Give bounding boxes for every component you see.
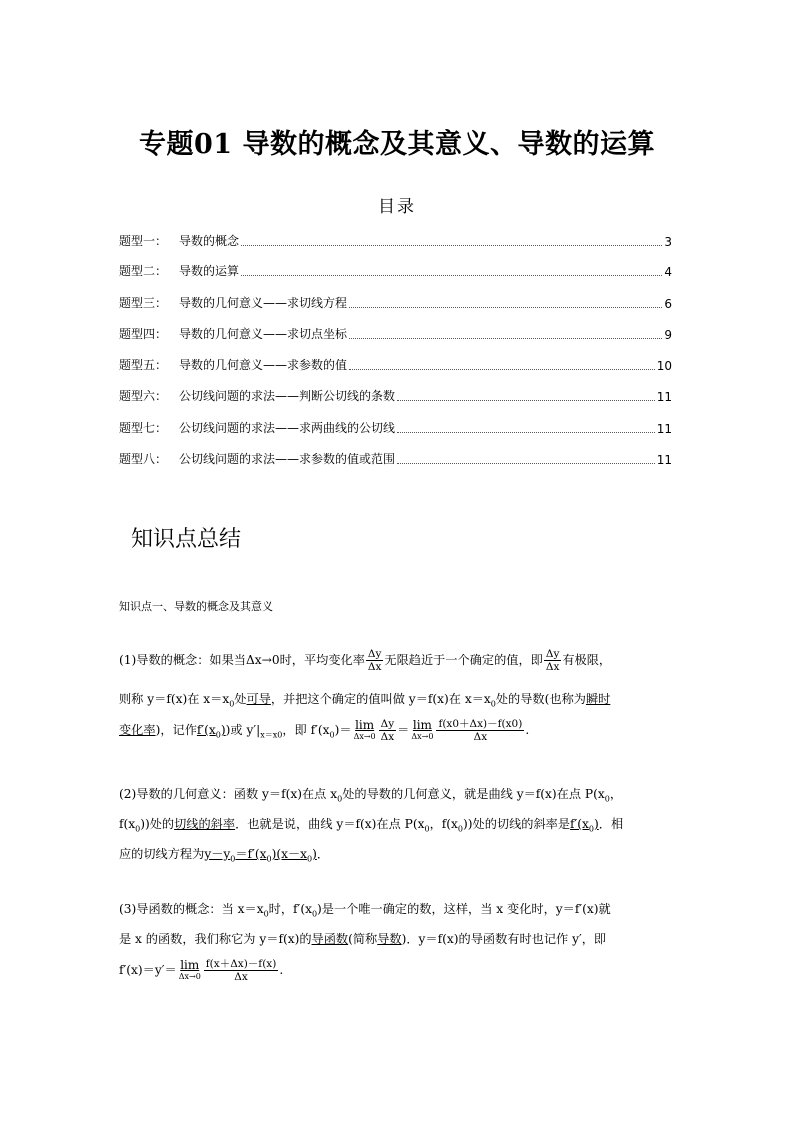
text: ． — [316, 847, 330, 861]
text: ＝f′(x — [235, 847, 267, 861]
toc-item[interactable] — [119, 451, 672, 467]
toc-leader — [241, 244, 662, 246]
toc-item[interactable] — [119, 263, 672, 279]
toc-leader — [397, 431, 655, 433]
toc-item-label: 题型三： — [119, 296, 168, 310]
toc-item-title: 导数的几何意义——求切线方程 — [179, 296, 348, 310]
text: 处的导数的几何意义，就是曲线 y＝f(x)在点 P(x — [342, 787, 605, 801]
text: )是一个唯一确定的数，这样，当 x 变化时，y＝f′(x)就 — [317, 902, 611, 916]
term-instantaneous: 瞬时 — [585, 692, 611, 706]
toc-item-label: 题型四： — [119, 327, 168, 341]
p2-line2 — [119, 815, 623, 833]
text: (3)导函数的概念：当 x＝x — [119, 902, 264, 916]
frac-num: Δy — [545, 648, 560, 660]
frac-num: f(x＋Δx)－f(x) — [205, 958, 277, 970]
text: 有极限， — [562, 653, 612, 667]
text: ) — [312, 847, 317, 861]
lim-sub: Δx→0 — [178, 971, 201, 981]
text: )＝ — [334, 723, 352, 737]
subscript: 0 — [229, 699, 235, 709]
lim-sub: Δx→0 — [411, 731, 434, 741]
toc-item-title: 公切线问题的求法——判断公切线的条数 — [179, 389, 396, 403]
term-differentiable: 可导 — [246, 692, 271, 706]
text: )或 y′| — [225, 723, 261, 737]
subscript: 0 — [490, 699, 496, 709]
text: (2)导数的几何意义：函数 y＝f(x)在点 x — [119, 787, 338, 801]
limit-operator — [178, 957, 201, 982]
lim-word: lim — [180, 957, 200, 972]
subscript: 0 — [424, 824, 430, 834]
frac-den: Δx — [380, 731, 395, 743]
toc-item-title: 导数的几何意义——求切点坐标 — [179, 327, 348, 341]
lim-word: lim — [412, 717, 432, 732]
toc-item-page: 10 — [656, 359, 672, 373]
term-rate: 变化率 — [119, 723, 156, 737]
lim-sub: Δx→0 — [353, 731, 376, 741]
fraction-dy-dx — [544, 648, 562, 673]
subscript: 0 — [135, 824, 141, 834]
text: 时，f′(x — [268, 902, 312, 916]
p1-line2 — [119, 690, 610, 708]
text: )(x－x — [271, 847, 308, 861]
text: y－y — [204, 847, 231, 861]
toc-item[interactable] — [119, 233, 672, 249]
text: (简称 — [348, 932, 378, 946]
toc-item-label: 题型七： — [119, 421, 168, 435]
p3-line3 — [119, 958, 283, 983]
toc-leader — [349, 306, 662, 308]
text: ＝ — [397, 723, 410, 737]
subscript: 0 — [230, 854, 236, 864]
toc-heading: 目录 — [378, 197, 416, 217]
text: 处的导数(也称为 — [495, 692, 586, 706]
text: ))处的切线的斜率是 — [463, 817, 571, 831]
fraction-derivative-function — [204, 958, 279, 983]
tangent-line-equation — [204, 847, 317, 864]
toc-item-page: 6 — [664, 297, 672, 311]
page-title: 专题01 导数的概念及其意义、导数的运算 — [139, 129, 655, 160]
toc-item-page: 11 — [656, 422, 672, 436]
p1-line1 — [119, 648, 611, 673]
toc-item-page: 11 — [656, 453, 672, 467]
subscript — [260, 730, 282, 739]
subscript: 0 — [604, 794, 610, 804]
toc-leader — [349, 337, 662, 339]
section-heading: 知识点总结 — [131, 527, 242, 552]
toc-item-label: 题型五： — [119, 358, 168, 372]
term-derivative-function: 导函数 — [311, 932, 349, 946]
text: ， — [609, 787, 623, 801]
fraction-dy-dx — [366, 648, 384, 673]
subscript: 0 — [266, 854, 272, 864]
knowledge-point-title: 知识点一、导数的概念及其意义 — [119, 600, 273, 613]
toc-item-label: 题型八： — [119, 452, 168, 466]
subscript: 0 — [215, 730, 221, 740]
text: 无限趋近于一个确定的值，即 — [384, 653, 543, 667]
frac-den: Δx — [473, 731, 488, 743]
toc-item[interactable] — [119, 420, 672, 436]
text: ．相 — [598, 817, 624, 831]
limit-operator — [411, 717, 434, 742]
fraction-difference-quotient — [436, 718, 524, 743]
text: x＝x — [260, 730, 278, 740]
text: f(x — [119, 817, 136, 831]
toc-item[interactable] — [119, 388, 672, 404]
toc-leader — [349, 368, 655, 370]
toc-item-page: 4 — [664, 265, 672, 279]
toc-item-label: 题型二： — [119, 264, 168, 278]
toc-item-page: 9 — [664, 328, 672, 342]
p3-line1 — [119, 900, 611, 918]
text: 则称 y＝f(x)在 x＝x — [119, 692, 230, 706]
text: )，记作 — [155, 723, 197, 737]
text: 应的切线方程为 — [119, 847, 205, 861]
notation-fprime — [570, 817, 599, 834]
frac-den: Δx — [234, 971, 248, 983]
toc-item-label: 题型一： — [119, 234, 168, 248]
toc-item-title: 公切线问题的求法——求两曲线的公切线 — [179, 421, 396, 435]
toc-item-label: 题型六： — [119, 389, 168, 403]
frac-num: Δy — [380, 718, 395, 730]
text: ，即 f′(x — [282, 723, 330, 737]
p1-line3: 变化率)，记作$f'(x_0)$)或 $y'|_{x=x0}$，即 $f'(x_0)=$ lim Δx→0 $\frac{\Delta y}{\Delta x}$ ＝ lim Δx→0 $\frac{f(x0+\Delta x)-f(x0)}{\Delta x}$ . — [119, 717, 530, 743]
text: ) — [594, 817, 599, 831]
toc-item[interactable] — [119, 326, 672, 342]
frac-den: Δx — [367, 661, 382, 673]
p2-line3 — [119, 845, 329, 863]
subscript: 0 — [307, 854, 313, 864]
subscript: 0 — [337, 794, 343, 804]
notation-fprime: $f'(x_0)$ — [196, 723, 226, 740]
text: (1)导数的概念：如果当Δx→0时，平均变化率 — [119, 653, 365, 667]
p3-line2 — [119, 930, 606, 947]
text: 是 x 的函数，我们称它为 y＝f(x)的 — [119, 932, 312, 946]
fraction-dy-dx — [379, 718, 397, 743]
text: ，并把这个确定的值叫做 y＝f(x)在 x＝x — [270, 692, 491, 706]
toc-leader — [397, 462, 655, 464]
toc-item-title: 导数的运算 — [179, 264, 240, 278]
text: ，f(x — [429, 817, 458, 831]
limit-operator — [353, 717, 376, 742]
subscript: 0 — [329, 730, 335, 740]
text: 0 — [277, 730, 283, 740]
frac-den: Δx — [545, 661, 560, 673]
lim-word: lim — [355, 717, 375, 732]
text: ．也就是说，曲线 y＝f(x)在点 P(x — [235, 817, 425, 831]
subscript: 0 — [457, 824, 463, 834]
toc-leader — [397, 399, 655, 401]
text: ))处的 — [140, 817, 175, 831]
text: f′(x)＝y′＝ — [119, 963, 177, 977]
text: f′(x — [570, 817, 589, 831]
subscript: 0 — [588, 824, 595, 834]
subscript: 0 — [263, 909, 269, 919]
toc-item[interactable] — [119, 357, 672, 373]
toc-item-title: 公切线问题的求法——求参数的值或范围 — [179, 452, 396, 466]
text: . — [279, 963, 284, 977]
text: )．y＝f(x)的导函数有时也记作 y′，即 — [401, 932, 607, 946]
text: f′(x — [196, 723, 216, 737]
text: 处 — [234, 692, 247, 706]
frac-num: f(x0＋Δx)－f(x0) — [438, 718, 523, 730]
toc-item-page: 3 — [664, 235, 672, 249]
p2-line1 — [119, 785, 622, 803]
toc-item-page: 11 — [656, 390, 672, 404]
term-derivative: 导数 — [377, 932, 402, 946]
toc-item[interactable] — [119, 295, 672, 311]
toc-leader — [241, 274, 662, 276]
toc-item-title: 导数的概念 — [179, 234, 240, 248]
subscript: 0 — [311, 909, 318, 919]
frac-num: Δy — [367, 648, 382, 660]
toc-item-title: 导数的几何意义——求参数的值 — [179, 358, 348, 372]
term-tangent-slope: 切线的斜率 — [174, 817, 236, 831]
